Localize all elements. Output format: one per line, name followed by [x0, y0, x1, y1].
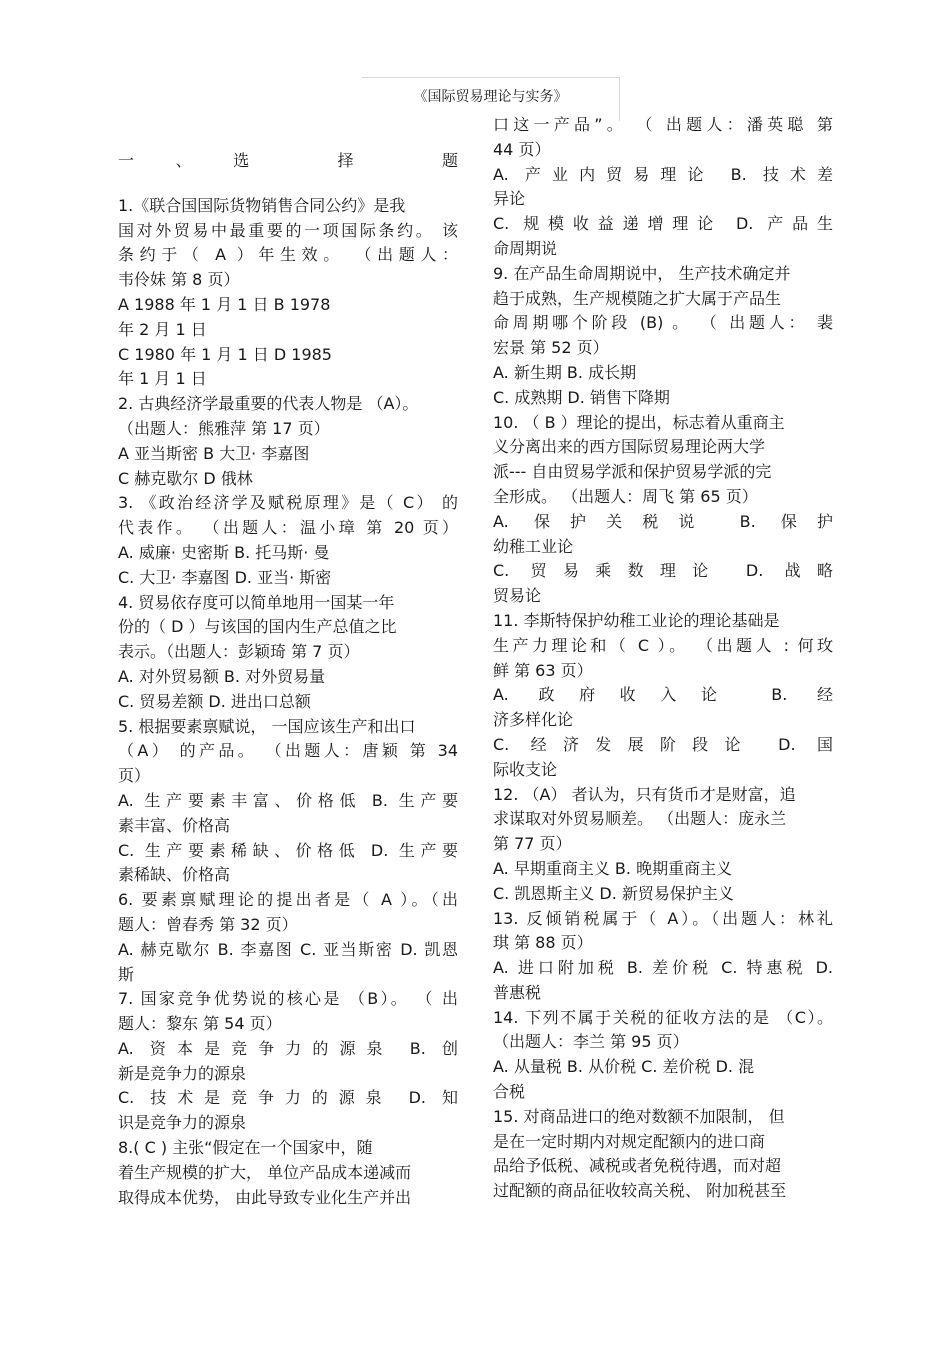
text-line: C. 凯恩斯主义 D. 新贸易保护主义	[493, 883, 734, 903]
text-line: 普惠税	[493, 982, 542, 1002]
text-line: 贸易论	[493, 586, 542, 606]
text-line: 济多样化论	[493, 710, 574, 730]
text-line: A. 赫克歇尔 B. 李嘉图 C. 亚当斯密 D. 凯恩	[118, 939, 458, 959]
text-line: C. 技术是竞争力的源泉 D. 知	[118, 1088, 458, 1108]
text-line: 10. （ B ）理论的提出，标志着从重商主	[493, 412, 785, 432]
text-line: 宏景 第 52 页）	[493, 338, 609, 358]
text-line: 题人：曾春秀 第 32 页）	[118, 914, 298, 934]
text-line: 命周期说	[493, 238, 558, 258]
text-line: 素丰富、价格高	[118, 815, 231, 835]
text-line: A. 资本是竞争力的源泉 B. 创	[118, 1038, 458, 1058]
text-line: 年 1 月 1 日	[118, 369, 207, 389]
text-line: 取得成本优势， 由此导致专业化生产并出	[118, 1187, 412, 1207]
text-line: 韦伶妹 第 8 页）	[118, 270, 240, 290]
text-line: A. 威廉· 史密斯 B. 托马斯· 曼	[118, 542, 330, 562]
right-column	[493, 113, 833, 1204]
text-line: 异论	[493, 189, 526, 209]
text-line: 口这一产品”。 （ 出题人：潘英聪 第	[493, 115, 833, 134]
text-line: 第 77 页）	[493, 834, 572, 854]
text-line: C. 成熟期 D. 销售下降期	[493, 387, 670, 407]
text-line: 表示。（出题人：彭颖琦 第 7 页）	[118, 642, 360, 662]
text-line: 求谋取对外贸易顺差。 （出题人：庞永兰	[493, 809, 787, 829]
text-line: 国对外贸易中最重要的一项国际条约。 该	[118, 220, 458, 240]
text-line: 8.( C ) 主张“假定在一个国家中，随	[118, 1138, 373, 1158]
text-line: C. 生产要素稀缺、价格低 D. 生产要	[118, 840, 458, 860]
text-line: C. 贸易差额 D. 进出口总额	[118, 691, 311, 711]
text-line: 12. （A） 者认为，只有货币才是财富，追	[493, 784, 796, 804]
text-line: 新是竞争力的源泉	[118, 1063, 247, 1083]
text-line: A. 产业内贸易理论 B. 技术差	[493, 164, 833, 184]
text-line: 全形成。 （出题人：周飞 第 65 页）	[493, 486, 758, 506]
text-line: 年 2 月 1 日	[118, 319, 207, 339]
text-line: A. 从量税 B. 从价税 C. 差价税 D. 混	[493, 1057, 755, 1077]
text-line: 14. 下列不属于关税的征收方法的是 （C）。	[493, 1007, 833, 1027]
text-line: （出题人：熊雅萍 第 17 页）	[118, 418, 330, 438]
header-rule	[362, 77, 619, 78]
text-line: 5. 根据要素禀赋说， 一国应该生产和出口	[118, 716, 416, 736]
text-line: 3. 《政治经济学及赋税原理》是（ C） 的	[118, 493, 458, 513]
text-line: 代表作。 （出题人：温小璋 第 20 页）	[118, 518, 458, 538]
text-line: （A） 的产品。 （出题人：唐颖 第 34	[118, 741, 458, 761]
text-line: 识是竞争力的源泉	[118, 1113, 247, 1133]
text-line: 品给予低税、减税或者免税待遇，而对超	[493, 1156, 782, 1176]
text-line: 13. 反倾销税属于（ A）。（出题人：林礼	[493, 908, 833, 928]
document-title: 《国际贸易理论与实务》	[413, 89, 568, 105]
text-line: 题人：黎东 第 54 页）	[118, 1014, 282, 1034]
text-line: 条约于（ A ）年生效。 （出题人：	[118, 245, 458, 265]
text-line: 义分离出来的西方国际贸易理论两大学	[493, 437, 766, 457]
text-line: 份的（ D ）与该国的国内生产总值之比	[118, 617, 397, 637]
text-line: 鲜 第 63 页）	[493, 660, 593, 680]
text-line: （出题人：李兰 第 95 页）	[493, 1032, 689, 1052]
text-line: C. 大卫· 李嘉图 D. 亚当· 斯密	[118, 567, 332, 587]
text-line: A. 进口附加税 B. 差价税 C. 特惠税 D.	[493, 958, 833, 978]
text-line: 命周期哪个阶段 (B) 。 （ 出题人： 裴	[493, 313, 833, 333]
text-line: A. 政府收入论 B. 经	[493, 685, 833, 705]
text-line: 派--- 自由贸易学派和保护贸易学派的完	[493, 462, 772, 482]
text-line: C 1980 年 1 月 1 日 D 1985	[118, 344, 332, 364]
text-line: 生产力理论和（ C ）。 （出题人 : 何玫	[493, 635, 833, 655]
text-line: 2. 古典经济学最重要的代表人物是 （A）。	[118, 394, 419, 414]
text-line: 着生产规模的扩大， 单位产品成本递减而	[118, 1162, 412, 1182]
text-line: C. 贸易乘数理论 D. 战略	[493, 561, 833, 581]
text-line: A. 对外贸易额 B. 对外贸易量	[118, 666, 326, 686]
text-line: 44 页）	[493, 139, 551, 159]
text-line: C 赫克歇尔 D 俄林	[118, 468, 253, 488]
text-line: C. 经济发展阶段论 D. 国	[493, 734, 833, 754]
text-line: 素稀缺、价格高	[118, 865, 231, 885]
text-line: 9. 在产品生命周期说中， 生产技术确定并	[493, 263, 791, 283]
text-line: 琪 第 88 页）	[493, 933, 593, 953]
text-line: 1.《联合国国际货物销售合同公约》是我	[118, 195, 406, 215]
text-line: 过配额的商品征收较高关税、 附加税甚至	[493, 1181, 787, 1201]
text-line: 11. 李斯特保护幼稚工业论的理论基础是	[493, 610, 780, 630]
left-column	[118, 149, 458, 1210]
text-line: 15. 对商品进口的绝对数额不加限制， 但	[493, 1106, 785, 1126]
text-line: A. 保护关税说 B. 保护	[493, 511, 833, 531]
text-line: 7. 国家竞争优势说的核心是 （B）。 （ 出	[118, 989, 458, 1009]
text-line: 斯	[118, 964, 135, 984]
text-line: 合税	[493, 1082, 526, 1102]
text-line: 一、选 择 题	[118, 151, 458, 170]
text-line: 是在一定时期内对规定配额内的进口商	[493, 1131, 766, 1151]
text-line: A. 新生期 B. 成长期	[493, 362, 637, 382]
text-line: A. 早期重商主义 B. 晚期重商主义	[493, 858, 733, 878]
text-line: C. 规模收益递增理论 D. 产品生	[493, 214, 833, 234]
text-line: 际收支论	[493, 759, 558, 779]
text-line: A. 生产要素丰富、价格低 B. 生产要	[118, 790, 458, 810]
text-line: A 1988 年 1 月 1 日 B 1978	[118, 294, 331, 314]
text-line: 幼稚工业论	[493, 536, 574, 556]
text-line: 6. 要素禀赋理论的提出者是（ A ）。（出	[118, 890, 458, 910]
text-line: 趋于成熟，生产规模随之扩大属于产品生	[493, 288, 782, 308]
text-line: A 亚当斯密 B 大卫· 李嘉图	[118, 443, 310, 463]
text-line: 页）	[118, 766, 151, 786]
text-line: 4. 贸易依存度可以简单地用一国某一年	[118, 592, 395, 612]
